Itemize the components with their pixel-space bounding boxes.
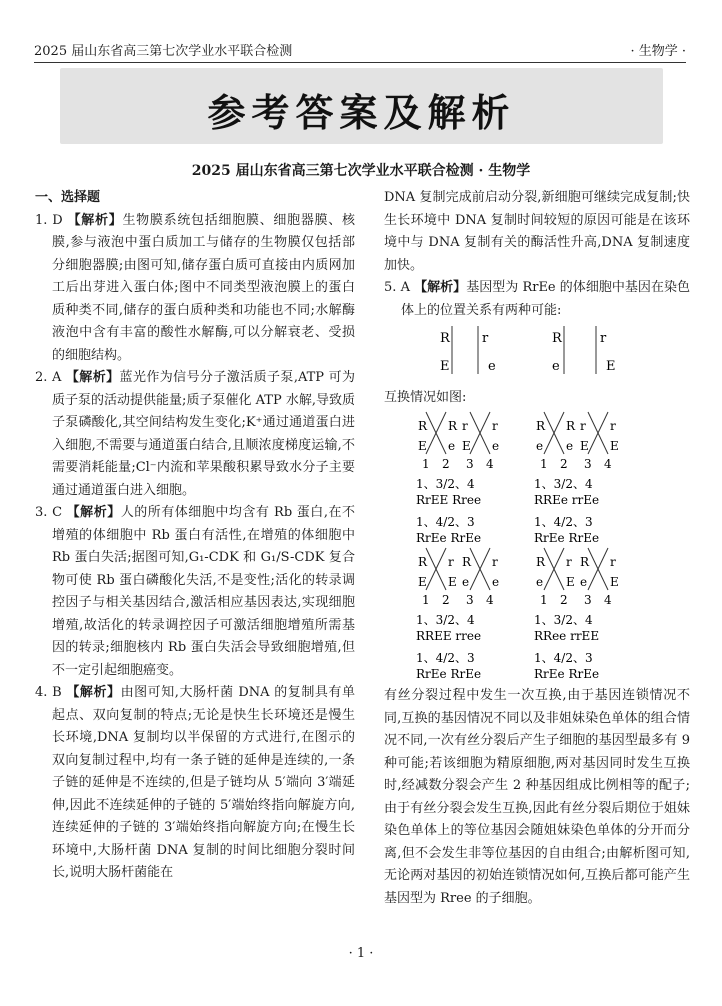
chrom-b-bottom-right: E bbox=[606, 359, 616, 374]
allele-top: r bbox=[566, 555, 572, 569]
allele-bottom: e bbox=[492, 575, 500, 589]
genotype-pair: RrEe RrEe bbox=[416, 531, 482, 545]
chrom-a-top-right: r bbox=[482, 331, 489, 346]
section-heading: 一、选择题 bbox=[35, 190, 101, 205]
allele-bottom: E bbox=[418, 439, 427, 453]
question-4-continued: DNA 复制完成前启动分裂,新细胞可继续完成复制;快生长环境中 DNA 复制时间较短的原因可能是在该环境中与 DNA 复制有关的酶活性升高,DNA 复制速度加快。 bbox=[384, 190, 690, 273]
allele-bottom: E bbox=[462, 439, 471, 453]
genotype-pair: RrEe RrEe bbox=[534, 667, 600, 681]
chrom-a-bottom-left: E bbox=[440, 359, 450, 374]
chromatid-number: 3 bbox=[584, 593, 592, 607]
allele-bottom: E bbox=[448, 575, 457, 589]
page-number: · 1 · bbox=[348, 946, 374, 961]
chromatid-number: 4 bbox=[604, 593, 612, 607]
allele-bottom: e bbox=[580, 575, 588, 589]
document-subtitle: 2025 届山东省高三第七次学业水平联合检测 · 生物学 bbox=[191, 163, 531, 179]
genotype-pair: RREe rrEe bbox=[534, 493, 600, 507]
genotype-pair: RrEE Rree bbox=[416, 493, 482, 507]
allele-top: r bbox=[492, 419, 498, 433]
chromatid-number: 1 bbox=[422, 457, 430, 471]
chromatid-number: 4 bbox=[486, 593, 494, 607]
allele-bottom: E bbox=[566, 575, 575, 589]
chromatid-number: 3 bbox=[584, 457, 592, 471]
genotype-pair: RrEe RrEe bbox=[416, 667, 482, 681]
crossover-group-1 bbox=[416, 412, 499, 545]
chromatid-number: 4 bbox=[604, 457, 612, 471]
allele-top: R bbox=[566, 419, 576, 433]
question-1: 1. D 【解析】生物膜系统包括细胞膜、细胞器膜、核膜,参与液泡中蛋白质加工与储存的生物膜仅包括部分细胞器膜;由图可知,储存蛋白质可直接由内质网加工后出芽进入蛋白体;图中不同类型液泡膜上的蛋白质种类不同,储存的蛋白质种类和功能也不同;水解酶液泡中含有丰富的酸性水解酶,可以分解衰老、受损的细胞结构。 bbox=[35, 212, 355, 363]
question-5: 5. A 【解析】基因型为 RrEe 的体细胞中基因在染色体上的位置关系有两种可能: bbox=[384, 280, 690, 318]
left-column bbox=[35, 187, 355, 885]
genotype-pair: RRee rrEE bbox=[534, 629, 600, 643]
chromatid-number: 2 bbox=[442, 457, 450, 471]
allele-bottom: E bbox=[610, 439, 619, 453]
allele-top: R bbox=[418, 555, 428, 569]
genotype-pair: RrEe RrEe bbox=[534, 531, 600, 545]
allele-bottom: e bbox=[492, 439, 500, 453]
allele-top: r bbox=[462, 419, 468, 433]
title-banner bbox=[60, 68, 663, 144]
allele-top: R bbox=[448, 419, 458, 433]
combo-label: 1、3/2、4 bbox=[534, 477, 593, 491]
allele-top: r bbox=[448, 555, 454, 569]
chromatid-number: 2 bbox=[560, 457, 568, 471]
chrom-a-top-left: R bbox=[440, 331, 450, 346]
chromatid-number: 3 bbox=[466, 457, 474, 471]
crossover-diagram bbox=[414, 410, 674, 682]
question-3: 3. C 【解析】人的所有体细胞中均含有 Rb 蛋白,在不增殖的体细胞中 Rb 蛋白有活性,在增殖的体细胞中 Rb 蛋白失活;据图可知,G₁-CDK 和 G₁/S-CDK 复合物可使 Rb 蛋白磷酸化失活,不是变性;活化的转录调控因子与相关基因结合,激活相应基因表达,实现细胞增殖,故活化的转录调控因子可激活细胞增殖所需基因的转录;细胞核内 Rb 蛋白失活会导致细胞增殖,但不一定引起细胞癌变。 bbox=[35, 505, 355, 678]
combo-label: 1、4/2、3 bbox=[416, 515, 475, 529]
question-4: 4. B 【解析】由图可知,大肠杆菌 DNA 的复制具有单起点、双向复制的特点;无论是快生长环境还是慢生长环境,DNA 复制均以半保留的方式进行,在图示的双向复制过程中,均有一条子链的延伸是连续的,一条子链的延伸是不连续的,但是子链均从 5′端向 3′端延伸,因此不连续延伸的子链的 5′端始终指向解旋方向,连续延伸的子链的 3′端始终指向解旋方向;在慢生长环境中,大肠杆菌 DNA 复制的时间比细胞分裂时间长,说明大肠杆菌能在 bbox=[35, 685, 355, 880]
allele-bottom: e bbox=[566, 439, 574, 453]
allele-bottom: e bbox=[536, 439, 544, 453]
crossover-group-3 bbox=[416, 548, 499, 681]
question-5-conclusion: 有丝分裂过程中发生一次互换,由于基因连锁情况不同,互换的基因情况不同以及非姐妹染色单体的组合情况不同,一次有丝分裂后产生子细胞的基因型最多有 9 种可能;若该细胞为精原细胞,两对基因同时发生互换时,经减数分裂会产生 2 种基因组成比例相等的配子;由于有丝分裂会发生互换,因此有丝分裂后期位于姐妹染色单体上的等位基因会随姐妹染色单体的分开而分离,但不会发生非等位基因的自由组合;由解析图可知,无论两对基因的初始连锁情况如何,互换后都可能产生基因型为 Rree 的子细胞。 bbox=[384, 688, 690, 906]
allele-top: r bbox=[610, 555, 616, 569]
allele-top: r bbox=[610, 419, 616, 433]
allele-bottom: e bbox=[462, 575, 470, 589]
allele-bottom: E bbox=[610, 575, 619, 589]
chrom-b-top-left: R bbox=[552, 331, 562, 346]
allele-top: r bbox=[492, 555, 498, 569]
allele-bottom: e bbox=[536, 575, 544, 589]
crossover-group-2 bbox=[534, 412, 619, 545]
chromatid-number: 4 bbox=[486, 457, 494, 471]
chrom-b-top-right: r bbox=[600, 331, 607, 346]
allele-top: R bbox=[462, 555, 472, 569]
chromatid-number: 2 bbox=[442, 593, 450, 607]
chrom-b-bottom-left: e bbox=[552, 359, 560, 374]
page-header bbox=[34, 38, 686, 63]
chrom-a-bottom-right: e bbox=[488, 359, 496, 374]
right-column bbox=[384, 187, 690, 322]
combo-label: 1、4/2、3 bbox=[534, 651, 593, 665]
combo-label: 1、3/2、4 bbox=[416, 477, 475, 491]
combo-label: 1、4/2、3 bbox=[416, 651, 475, 665]
combo-label: 1、3/2、4 bbox=[534, 613, 593, 627]
genotype-pair: RREE rree bbox=[416, 629, 482, 643]
exam-title: 2025 届山东省高三第七次学业水平联合检测 bbox=[34, 44, 293, 59]
combo-label: 1、4/2、3 bbox=[534, 515, 593, 529]
allele-top: R bbox=[418, 419, 428, 433]
allele-top: r bbox=[580, 419, 586, 433]
chromatid-number: 1 bbox=[422, 593, 430, 607]
allele-bottom: E bbox=[580, 439, 589, 453]
allele-top: R bbox=[580, 555, 590, 569]
allele-bottom: E bbox=[418, 575, 427, 589]
combo-label: 1、3/2、4 bbox=[416, 613, 475, 627]
chromosome-diagram bbox=[430, 322, 630, 378]
crossover-group-4 bbox=[534, 548, 619, 681]
chromatid-number: 2 bbox=[560, 593, 568, 607]
chromatid-number: 3 bbox=[466, 593, 474, 607]
exchange-label: 互换情况如图: bbox=[384, 390, 467, 405]
chromatid-number: 1 bbox=[540, 593, 548, 607]
question-2: 2. A 【解析】蓝光作为信号分子激活质子泵,ATP 可为质子泵的活动提供能量;质子泵催化 ATP 水解,导致质子泵磷酸化,其空间结构发生变化;K⁺通过通道蛋白进入细胞,不需要与通道蛋白结合,且顺浓度梯度运输,不需要消耗能量;Cl⁻内流和苹果酸积累导致水分子主要通过通道蛋白进入细胞。 bbox=[35, 370, 355, 498]
banner-title: 参考答案及解析 bbox=[207, 91, 516, 135]
allele-top: R bbox=[536, 555, 546, 569]
chromatid-number: 1 bbox=[540, 457, 548, 471]
subject-label: · 生物学 · bbox=[630, 44, 686, 59]
allele-bottom: e bbox=[448, 439, 456, 453]
allele-top: R bbox=[536, 419, 546, 433]
